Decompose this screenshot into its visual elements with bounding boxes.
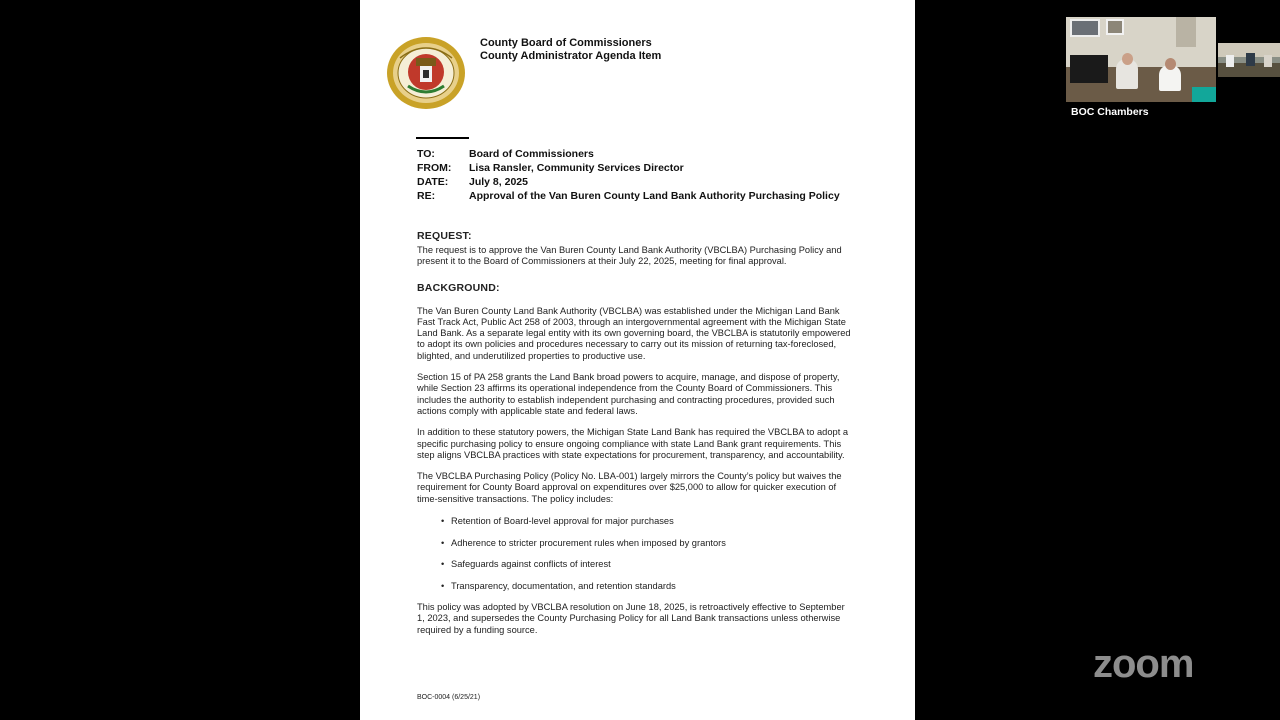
memo-row-re [417,189,841,203]
video-person [1226,55,1234,67]
memo-value: Approval of the Van Buren County Land Bank Authority Purchasing Policy [469,190,840,202]
agenda-header [480,37,661,63]
memo-row-from [417,161,841,175]
request-heading: REQUEST: [417,230,472,242]
county-seal-icon [386,36,466,110]
participant-video-tile[interactable] [1066,17,1216,102]
zoom-logo: zoom [1093,642,1194,686]
list-item: • Adherence to stricter procurement rules when imposed by grantors [441,538,852,549]
list-item: • Transparency, documentation, and retention standards [441,581,852,592]
closing-paragraph: This policy was adopted by VBCLBA resolution on June 18, 2025, is retroactively effective to September 1, 2023, and supersedes the County Purchasing Policy for all Land Bank transactions unless otherwise required by a funding source. [417,601,845,635]
memo-row-date [417,175,841,189]
form-code: BOC-0004 (6/25/21) [417,694,481,701]
video-detail [1070,55,1108,83]
memo-value: July 8, 2025 [469,176,528,188]
background-paragraph: Section 15 of PA 258 grants the Land Bank broad powers to acquire, manage, and dispose of property, while Section 23 affirms its operational independence from the County Board of Commissioners. This includes the authority to establish independent purchasing and contracting procedures, provided such actions comply with applicable state and federal laws. [417,372,840,416]
background-paragraph: The VBCLBA Purchasing Policy (Policy No. LBA-001) largely mirrors the County’s policy but waives the requirement for County Board approval on expenditures over $25,000 to allow for quicker execution of time-sensitive transactions. The policy includes: [417,471,842,504]
video-person [1264,55,1272,67]
memo-label: TO: [417,148,435,160]
participant-name-label: BOC Chambers [1071,106,1149,118]
memo-row-to [417,147,841,161]
video-detail [1106,19,1124,35]
shared-document-page[interactable] [360,0,915,720]
request-text: The request is to approve the Van Buren County Land Bank Authority (VBCLBA) Purchasing Policy and present it to the Board of Commissioners at their July 22, 2025, meeting for final approval. [417,245,842,267]
divider-rule [416,137,469,139]
background-paragraph: In addition to these statutory powers, the Michigan State Land Bank has required the VBCLBA to adopt a specific purchasing policy to ensure ongoing compliance with state Land Bank grant requirements. This step aligns VBCLBA practices with state expectations for procurement, transparency, and accountability. [417,427,849,460]
video-detail [1192,87,1216,102]
video-person [1122,53,1133,65]
secondary-video-tile[interactable] [1218,43,1280,77]
list-item: • Safeguards against conflicts of interest [441,559,852,570]
policy-bullets [417,516,852,592]
background-paragraph: The Van Buren County Land Bank Authority (VBCLBA) was established under the Michigan Land Bank Fast Track Act, Public Act 258 of 2003, through an intergovernmental agreement with the Michigan State Land Bank. As a separate legal entity with its own governing board, the VBCLBA is statutorily empowered to adopt its own policies and procedures necessary to carry out its mission of returning tax-foreclosed, blighted, and underutilized properties to productive use. [417,305,851,361]
memo-label: DATE: [417,176,449,188]
list-item: • Retention of Board-level approval for major purchases [441,516,852,527]
header-line-1: County Board of Commissioners [480,37,652,49]
document-body [417,230,852,636]
memo-block [417,147,841,203]
video-person [1165,58,1176,70]
memo-label: FROM: [417,162,452,174]
header-line-2: County Administrator Agenda Item [480,50,662,62]
video-detail [1070,19,1100,37]
background-heading: BACKGROUND: [417,281,500,294]
video-detail [1176,17,1196,47]
video-person [1246,53,1255,66]
memo-value: Board of Commissioners [469,148,594,160]
memo-label: RE: [417,190,436,202]
memo-value: Lisa Ransler, Community Services Director [469,162,684,174]
